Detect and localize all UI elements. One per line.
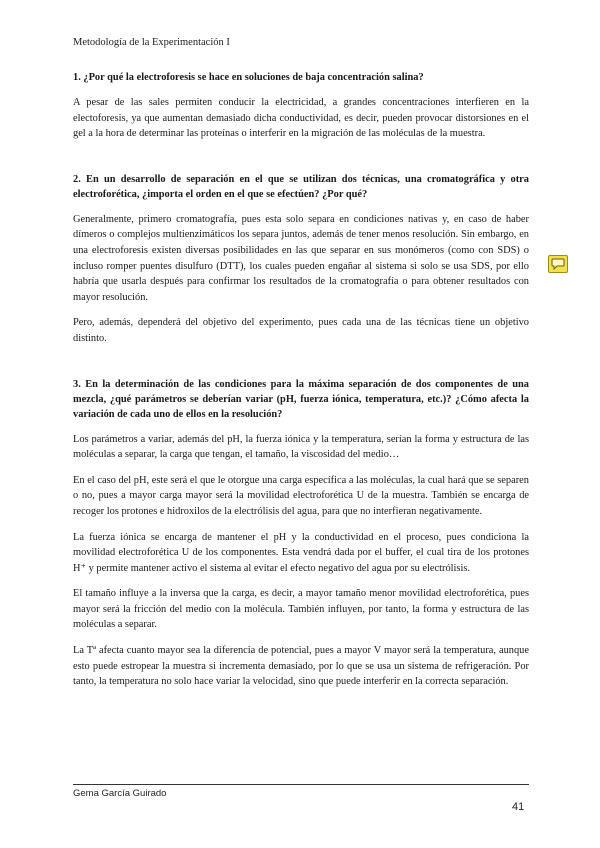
paragraph: En el caso del pH, este será el que le otorgue una carga específica a las moléculas, la cual hará que se separen o no, pues a mayor carga mayor será la movilidad electroforética U de la muestra. También se encarga de recoger los protones e hidroxilos de la electrólisis del agua, para que no interfieran negativamente. [73, 474, 529, 517]
paragraph: La fuerza iónica se encarga de mantener el pH y la conductividad en el proceso, pues condiciona la movilidad electroforética U de los componentes. Esta vendrá dada por el buffer, el cual tira de los protones H⁺ y permite mantener activo el sistema al evitar el efecto negativo del agua por su electrólisis. [73, 531, 529, 574]
section-1 [73, 70, 529, 142]
comment-icon[interactable] [548, 255, 568, 273]
paragraph: El tamaño influye a la inversa que la carga, es decir, a mayor tamaño menor movilidad electroforética, pues mayor será la fricción del medio con la molécula. También influyen, por tanto, la forma y estructura de las moléculas a separar. [73, 588, 529, 631]
header-title: Metodología de la Experimentación I [73, 37, 230, 48]
footer-divider [73, 784, 529, 785]
paragraph: Generalmente, primero cromatografía, pues esta solo separa en condiciones nativas y, en caso de haber dímeros o complejos multienzimáticos los separa juntos, además de tener menos resolución. Sin embargo, en una electroforesis existen diversas posibilidades en las que separar en sus monómeros (como con SDS) o incluso romper puentes disulfuro (DTT), los cuales pueden engañar al sistema si solo se usa SDS, por ello habría que usarla después para confirmar los resultados de la cromatografía o para obtener resultados con mayor resolución. [73, 213, 529, 303]
paragraph: La Tª afecta cuanto mayor sea la diferencia de potencial, pues a mayor V mayor será la temperatura, aunque esto puede estropear la muestra si incrementa demasiado, por lo que se usa un sistema de refrigeración. Por tanto, la temperatura no solo hace variar la velocidad, sino que puede interferir en la correcta separación. [73, 645, 529, 688]
paragraph: Los parámetros a variar, además del pH, la fuerza iónica y la temperatura, serían la forma y estructura de las moléculas a separar, la carga que tengan, el tamaño, la viscosidad del medio… [73, 433, 529, 461]
footer-author: Gema García Guirado [73, 788, 167, 799]
paragraph: A pesar de las sales permiten conducir la electricidad, a grandes concentraciones interfieren en la electoforesis, ya que aumentan demasiado dicha conductividad, es decir, pueden provocar distorsiones en el gel a la hora de determinar las proteínas o interferir en la migración de las moléculas de la muestra. [73, 97, 529, 140]
question-heading: 1. ¿Por qué la electroforesis se hace en soluciones de baja concentración salina? [73, 72, 424, 83]
question-heading: 2. En un desarrollo de separación en el que se utilizan dos técnicas, una cromatográfica y otra electroforética, ¿importa el orden en el que se efectúen? ¿Por qué? [73, 173, 529, 200]
section-2 [73, 172, 529, 347]
document-body [73, 70, 529, 700]
speech-bubble-icon [551, 258, 565, 270]
section-3 [73, 377, 529, 690]
paragraph: Pero, además, dependerá del objetivo del experimento, pues cada una de las técnicas tiene un objetivo distinto. [73, 317, 529, 344]
page-number: 41 [512, 801, 525, 813]
question-heading: 3. En la determinación de las condiciones para la máxima separación de dos componentes de una mezcla, ¿qué parámetros se deberían variar (pH, fuerza iónica, temperatura, etc.)? ¿Cómo afecta la variación de cada uno de ellos en la resolución? [73, 378, 529, 420]
